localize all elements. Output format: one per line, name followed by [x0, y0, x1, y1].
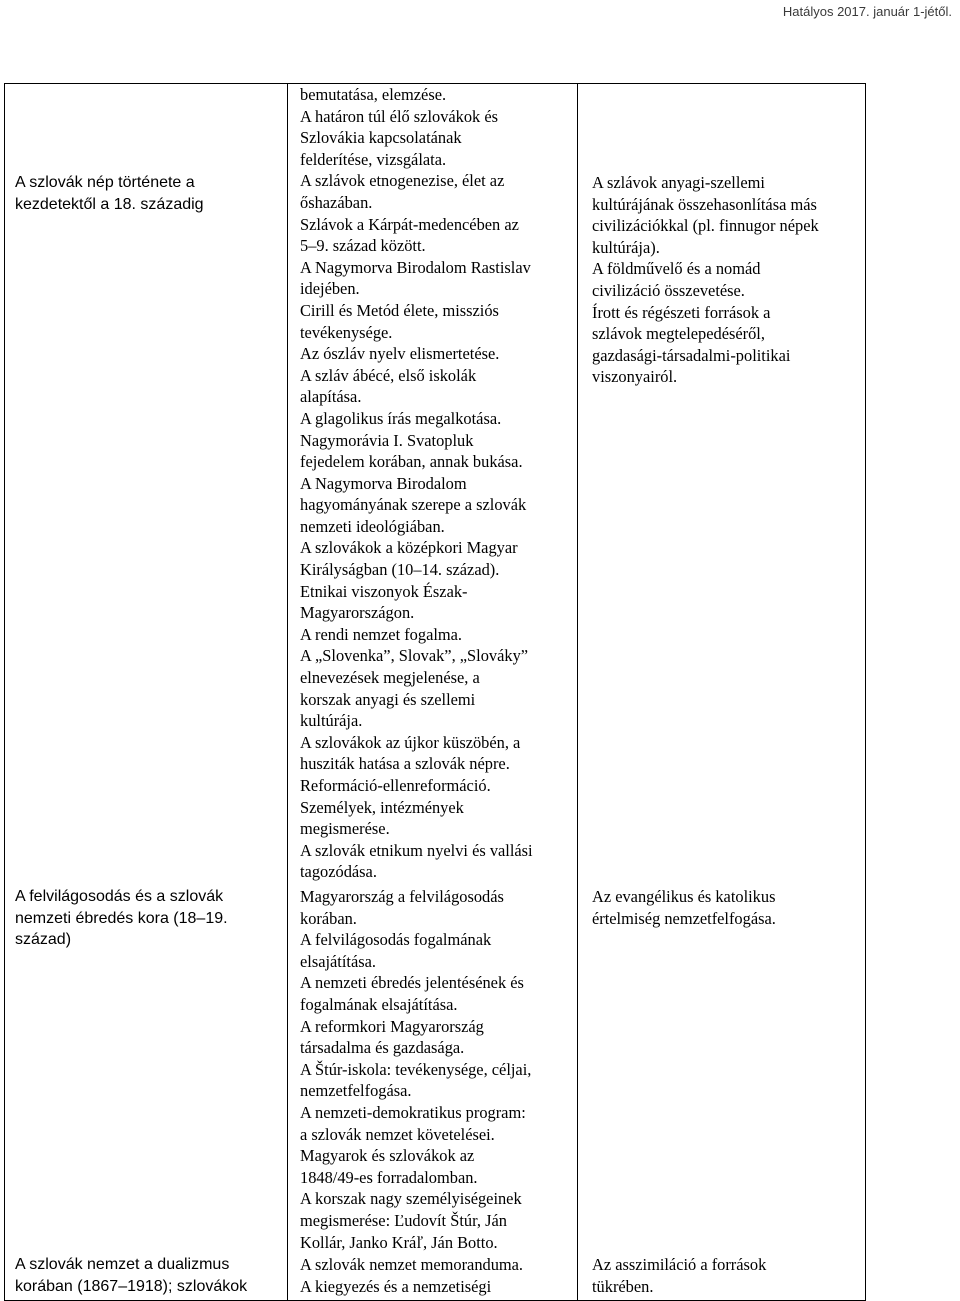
row3-connections	[592, 1254, 862, 1297]
row3-content	[300, 1254, 572, 1297]
content-line: Az ószláv nyelv elismertetése.	[300, 344, 500, 364]
connections-line: tükrében.	[592, 1276, 654, 1296]
connections-line: Az asszimiláció a források	[592, 1255, 767, 1274]
content-line: a szlovák nemzet követelései.	[300, 1124, 495, 1144]
content-line: A kiegyezés és a nemzetiségi	[300, 1276, 492, 1296]
content-line: elsajátítása.	[300, 951, 376, 971]
content-line: Etnikai viszonyok Észak-	[300, 581, 468, 601]
content-line: megismerése.	[300, 819, 390, 839]
content-line: elnevezések megjelenése, a	[300, 668, 480, 688]
connections-line: szlávok megtelepedéséről,	[592, 324, 765, 344]
content-line: 5–9. század között.	[300, 236, 426, 256]
row1-topic	[15, 172, 283, 215]
content-line: A felvilágosodás fogalmának	[300, 930, 492, 950]
content-line: kultúrája.	[300, 711, 363, 731]
content-line: Cirill és Metód élete, missziós	[300, 300, 499, 320]
column-divider-1	[287, 84, 288, 1300]
content-line: Nagymorávia I. Svatopluk	[300, 430, 474, 450]
column-divider-2	[577, 84, 578, 1300]
content-line: korában.	[300, 908, 357, 928]
topic-line: A szlovák nép története a	[15, 174, 195, 191]
content-line: Szlovákia kapcsolatának	[300, 128, 462, 148]
content-line: idejében.	[300, 279, 360, 299]
curriculum-table	[4, 83, 866, 1301]
row3-topic	[15, 1254, 283, 1297]
content-line: A reformkori Magyarország	[300, 1016, 484, 1036]
row2-connections	[592, 886, 862, 929]
content-line: A szlávok etnogenezise, élet az	[300, 171, 505, 191]
connections-line: kultúrája).	[592, 237, 660, 257]
content-line: felderítése, vizsgálata.	[300, 149, 447, 169]
content-line: A Štúr-iskola: tevékenysége, céljai,	[300, 1059, 532, 1079]
connections-line: Az evangélikus és katolikus	[592, 887, 776, 906]
content-line: társadalma és gazdasága.	[300, 1038, 465, 1058]
content-line: A korszak nagy személyiségeinek	[300, 1189, 522, 1209]
content-line: megismerése: Ľudovít Štúr, Ján	[300, 1210, 507, 1230]
topic-line: század)	[15, 931, 72, 949]
row1-content	[300, 84, 572, 883]
content-line: A Nagymorva Birodalom Rastislav	[300, 257, 531, 277]
content-line: A „Slovenka”, Slovak”, „Slováky”	[300, 646, 529, 666]
content-line: A Nagymorva Birodalom	[300, 473, 467, 493]
topic-line: nemzeti ébredés kora (18–19.	[15, 909, 228, 927]
connections-line: Írott és régészeti források a	[592, 302, 771, 322]
content-line: A szlovák etnikum nyelvi és vallási	[300, 840, 533, 860]
content-line: fejedelem korában, annak bukása.	[300, 452, 523, 472]
content-line: alapítása.	[300, 387, 362, 407]
content-line: Reformáció-ellenreformáció.	[300, 776, 491, 795]
connections-line: civilizáció összevetése.	[592, 280, 745, 300]
topic-line: A szlovák nemzet a dualizmus	[15, 1256, 230, 1273]
content-line: A nemzeti-demokratikus program:	[300, 1102, 526, 1122]
connections-line: A szlávok anyagi-szellemi	[592, 173, 765, 192]
content-line: A határon túl élő szlovákok és	[300, 106, 499, 126]
connections-line: civilizációkkal (pl. finnugor népek	[592, 216, 819, 236]
connections-line: gazdasági-társadalmi-politikai	[592, 345, 791, 365]
topic-line: A felvilágosodás és a szlovák	[15, 888, 224, 905]
content-line: Magyarok és szlovákok az	[300, 1146, 475, 1166]
topic-line: korában (1867–1918); szlovákok	[15, 1277, 248, 1295]
row2-topic	[15, 886, 283, 951]
validity-header: Hatályos 2017. január 1-jétől.	[782, 4, 952, 19]
content-line: A glagolikus írás megalkotása.	[300, 408, 502, 428]
connections-line: A földművelő és a nomád	[592, 259, 761, 279]
content-line: husziták hatása a szlovák népre.	[300, 754, 510, 774]
content-line: 1848/49-es forradalomban.	[300, 1167, 478, 1187]
content-line: Személyek, intézmények	[300, 797, 464, 817]
content-line: őshazában.	[300, 192, 373, 212]
content-line: korszak anyagi és szellemi	[300, 689, 476, 709]
content-line: A nemzeti ébredés jelentésének és	[300, 973, 524, 993]
content-line: fogalmának elsajátítása.	[300, 994, 458, 1014]
content-line: Magyarország a felvilágosodás	[300, 887, 504, 906]
content-line: tevékenysége.	[300, 322, 393, 342]
topic-line: kezdetektől a 18. századig	[15, 195, 204, 213]
content-line: A szlovákok az újkor küszöbén, a	[300, 732, 521, 752]
content-line: A szlovákok a középkori Magyar	[300, 538, 518, 558]
connections-line: értelmiség nemzetfelfogása.	[592, 908, 776, 928]
row1-connections	[592, 172, 862, 388]
content-line: Magyarországon.	[300, 603, 415, 623]
content-line: bemutatása, elemzése.	[300, 85, 447, 104]
content-line: Kollár, Janko Kráľ, Ján Botto.	[300, 1232, 498, 1252]
content-line: tagozódása.	[300, 862, 377, 882]
content-line: hagyományának szerepe a szlovák	[300, 495, 527, 515]
content-line: nemzeti ideológiában.	[300, 516, 445, 536]
content-line: A rendi nemzet fogalma.	[300, 624, 463, 644]
content-line: A szláv ábécé, első iskolák	[300, 365, 477, 385]
content-line: A szlovák nemzet memoranduma.	[300, 1255, 524, 1274]
content-line: Szlávok a Kárpát-medencében az	[300, 214, 519, 234]
row2-content	[300, 886, 572, 1253]
content-line: nemzetfelfogása.	[300, 1081, 412, 1101]
connections-line: viszonyairól.	[592, 367, 678, 387]
content-line: Királyságban (10–14. század).	[300, 560, 500, 580]
connections-line: kultúrájának összehasonlítása más	[592, 194, 817, 214]
